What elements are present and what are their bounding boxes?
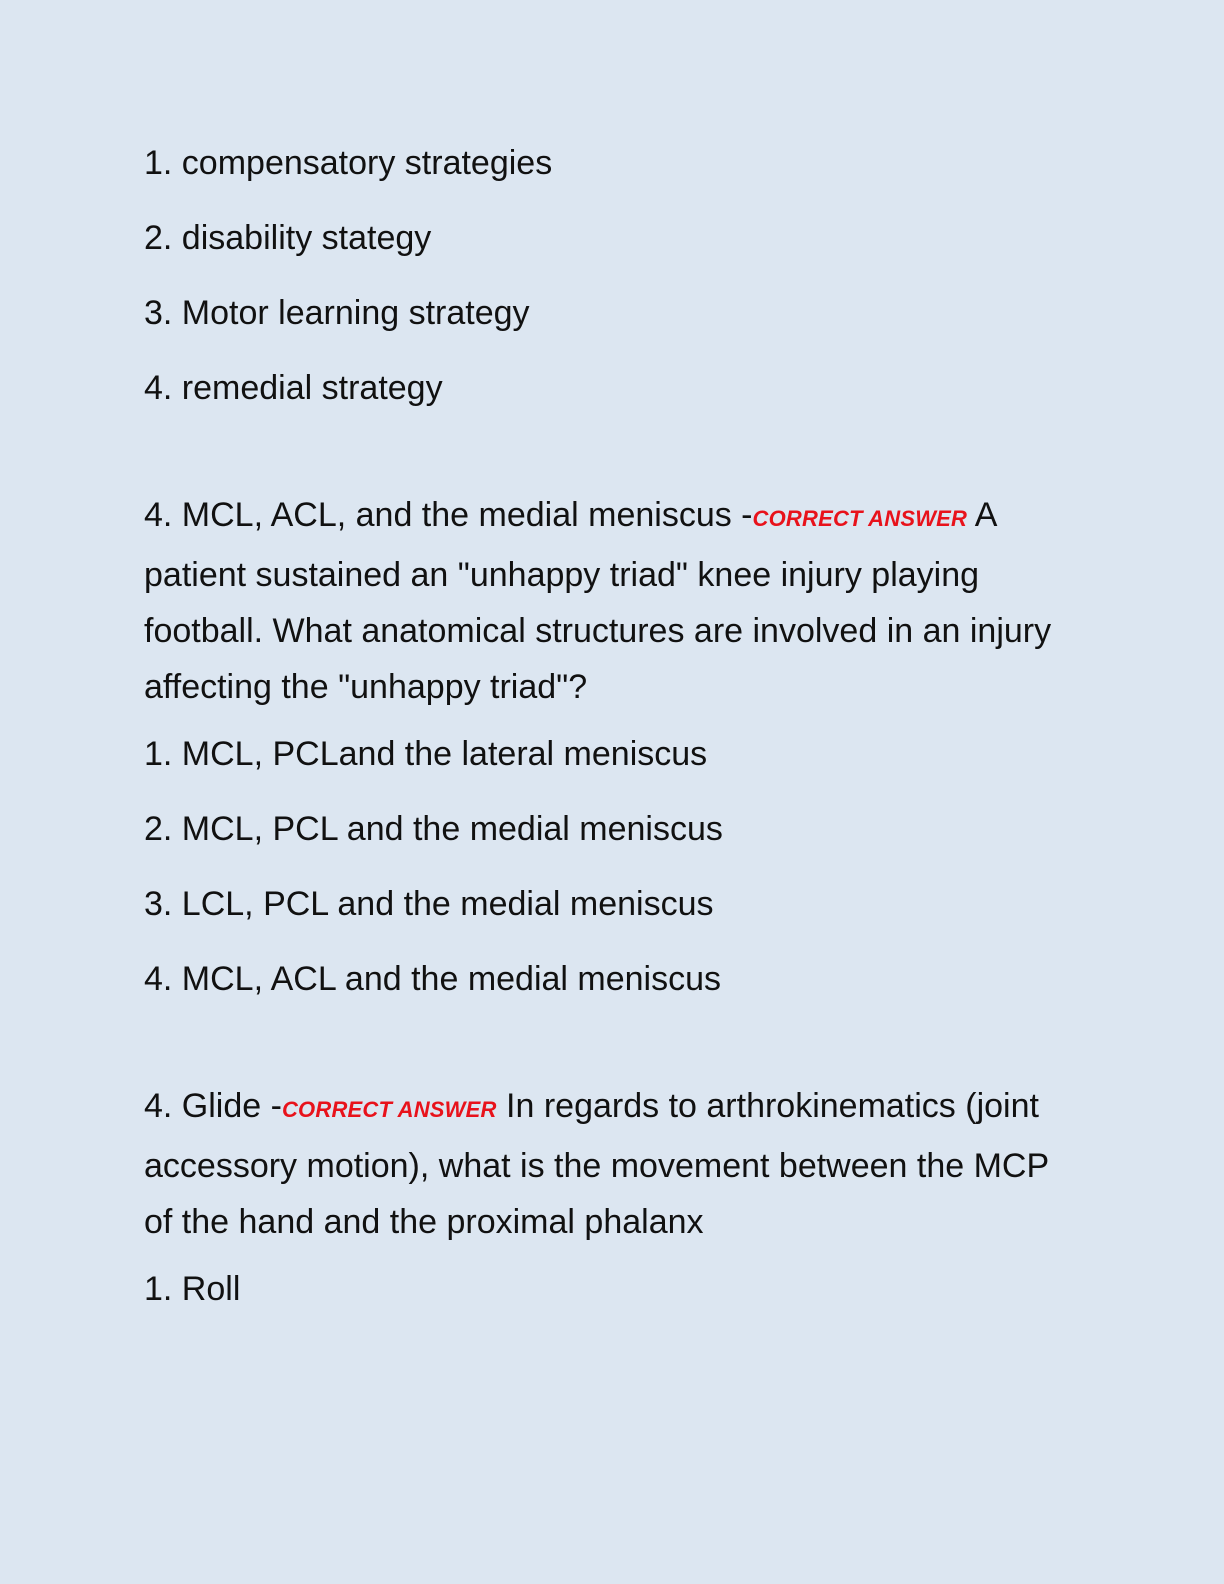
question-text: In regards to arthrokinematics (joint accessory motion), what is the movement between the MCP of the hand and the proximal phalanx	[144, 1087, 1049, 1241]
correct-answer-label: CORRECT ANSWER	[281, 1097, 497, 1122]
option-item: 2. disability stategy	[144, 219, 432, 257]
question-block-2	[144, 487, 1084, 999]
correct-answer-label: CORRECT ANSWER	[752, 506, 968, 531]
document-page	[144, 143, 1084, 1344]
answer-text: 4. Glide -	[144, 1087, 282, 1125]
option-item: 3. LCL, PCL and the medial meniscus	[144, 885, 714, 923]
option-item: 1. Roll	[144, 1270, 241, 1308]
option-item: 1. MCL, PCLand the lateral meniscus	[144, 735, 708, 773]
question-paragraph	[144, 487, 1084, 715]
option-item: 1. compensatory strategies	[144, 144, 553, 182]
answer-text: 4. MCL, ACL, and the medial meniscus -	[144, 496, 753, 534]
option-item: 3. Motor learning strategy	[144, 294, 530, 332]
question-text: A patient sustained an "unhappy triad" knee injury playing football. What anatomical structures are involved in an injury affecting the "unhappy triad"?	[144, 496, 1052, 706]
option-item: 4. MCL, ACL and the medial meniscus	[144, 960, 722, 998]
question-block-3	[144, 1078, 1084, 1309]
option-item: 2. MCL, PCL and the medial meniscus	[144, 810, 723, 848]
question-paragraph	[144, 1078, 1084, 1250]
option-item: 4. remedial strategy	[144, 369, 443, 407]
question-block-1-options	[144, 143, 1084, 408]
